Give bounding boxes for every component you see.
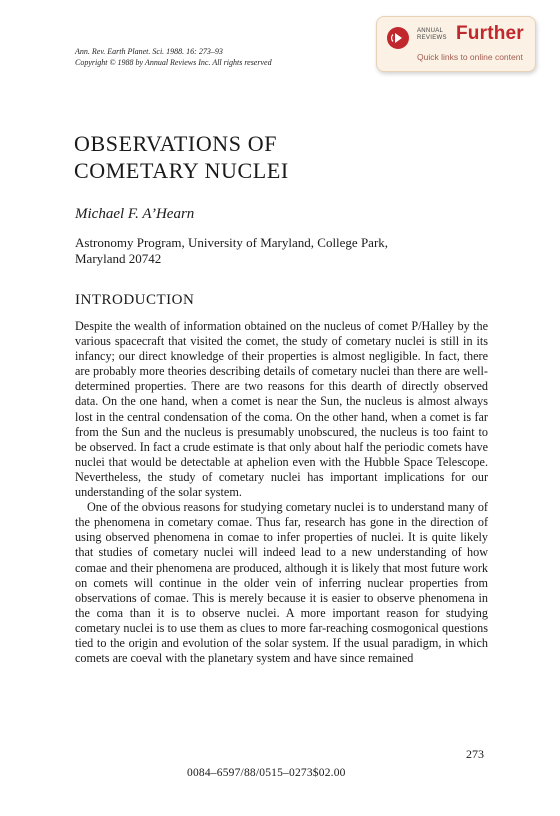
author-affiliation xyxy=(75,235,388,267)
paragraph-2: One of the obvious reasons for studying cometary nuclei is to understand many of the phenomena in cometary comae. Thus far, research has gone in the direction of using observed phenomena in comae to infer properties of nuclei. It is quite likely that studies of cometary nuclei will indeed lead to a new understanding of how comae and their phenomena are produced, although it is likely that most future work on comets will continue in the older vein of inferring nuclear properties from observations of comae. This is merely because it is easier to observe phenomena in the coma than it is to observe nuclei. A more important reason for studying cometary nuclei is to use them as clues to more far-reaching cosmogonical questions tied to the origin and evolution of the solar system. If the usual paradigm, in which comets are coeval with the planetary system and have since remained xyxy=(75,500,488,666)
page-number: 273 xyxy=(466,747,484,761)
footer-code: 0084–6597/88/0515–0273$02.00 xyxy=(187,767,346,779)
publisher-line-1: ANNUAL xyxy=(417,28,444,34)
further-label: Further xyxy=(456,23,524,44)
journal-citation xyxy=(75,46,272,68)
annual-reviews-logo-icon xyxy=(387,27,409,49)
publisher-line-2: REVIEWS xyxy=(417,35,447,41)
title-line-2: COMETARY NUCLEI xyxy=(74,158,289,183)
affiliation-line-2: Maryland 20742 xyxy=(75,251,162,266)
paragraph-1: Despite the wealth of information obtained on the nucleus of comet P/Halley by the various spacecraft that visited the comet, the study of cometary nuclei is still in its infancy; our direct knowledge of their properties is almost negligible. In fact, there are probably more theories describing details of cometary nuclei than there are well-determined properties. There are two reasons for this dearth of directly observed data. On the one hand, when a comet is near the Sun, the nucleus is almost always lost in the central condensation of the coma. On the other hand, when a comet is far from the Sun and the nucleus is presumably unobscured, the nucleus is too faint to be observed. In fact a crude estimate is that only about half the periodic comets have nuclei that would be detectable at aphelion even with the Hubble Space Telescope. Nevertheless, the study of cometary nuclei has important implications for our understanding of the solar system. xyxy=(75,319,488,500)
citation-line-1: Ann. Rev. Earth Planet. Sci. 1988. 16: 273–93 xyxy=(75,47,223,56)
citation-line-2: Copyright © 1988 by Annual Reviews Inc. All rights reserved xyxy=(75,58,272,67)
further-links-badge[interactable] xyxy=(376,16,536,72)
further-subtitle: Quick links to online content xyxy=(417,52,523,62)
affiliation-line-1: Astronomy Program, University of Maryland, College Park, xyxy=(75,235,389,250)
section-heading: INTRODUCTION xyxy=(75,292,195,308)
author-name: Michael F. A’Hearn xyxy=(75,206,195,222)
title-line-1: OBSERVATIONS OF xyxy=(74,131,278,156)
body-text xyxy=(75,319,488,666)
annual-reviews-wordmark xyxy=(417,28,447,42)
article-title xyxy=(74,130,474,184)
